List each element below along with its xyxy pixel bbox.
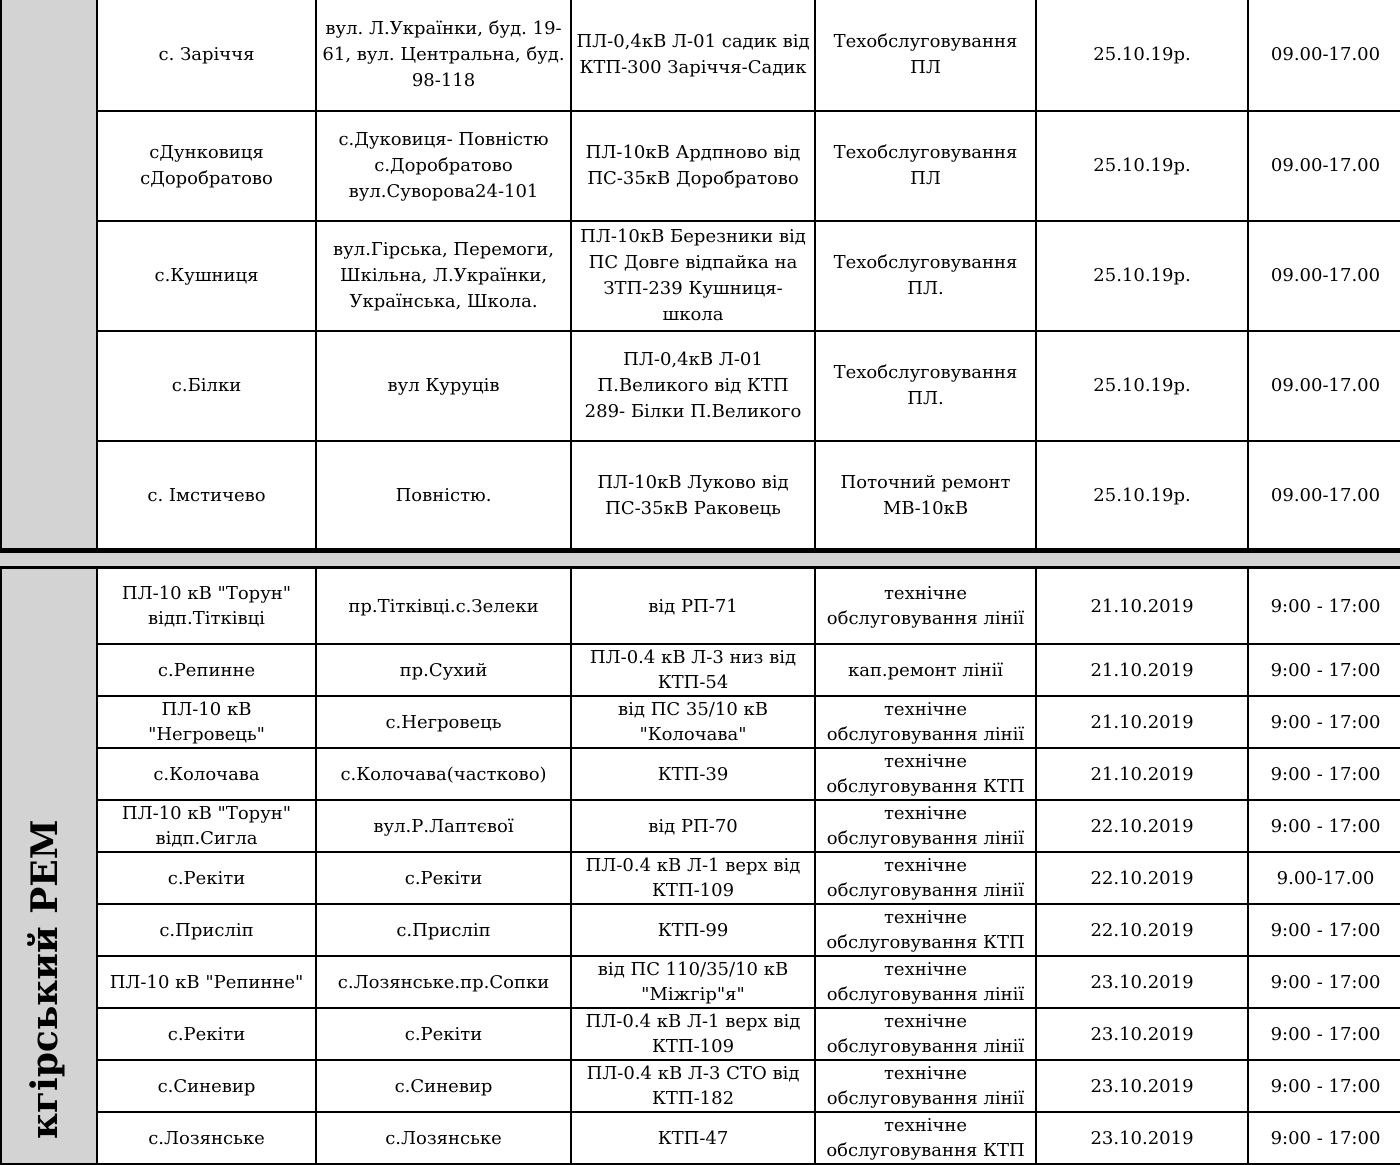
table-row bbox=[1, 1112, 1400, 1164]
work-type-cell: Техобслуговування ПЛ bbox=[815, 0, 1036, 111]
date-cell: 22.10.2019 bbox=[1036, 800, 1248, 852]
work-type-cell: технічне обслуговування лінії bbox=[815, 1008, 1036, 1060]
line-cell: ПЛ-10кВ Березники від ПС Довге відпайка на ЗТП-239 Кушниця-школа bbox=[571, 221, 815, 331]
date-cell: 25.10.19р. bbox=[1036, 441, 1248, 551]
streets-cell: вул.Гірська, Перемоги, Шкільна, Л.Українки, Українська, Школа. bbox=[316, 221, 571, 331]
streets-cell: с.Рекіти bbox=[316, 852, 571, 904]
time-cell: 09.00-17.00 bbox=[1248, 441, 1400, 551]
date-cell: 22.10.2019 bbox=[1036, 904, 1248, 956]
table-row bbox=[1, 904, 1400, 956]
time-cell: 09.00-17.00 bbox=[1248, 331, 1400, 441]
table-row bbox=[1, 0, 1400, 111]
date-cell: 25.10.19р. bbox=[1036, 221, 1248, 331]
streets-cell: Повністю. bbox=[316, 441, 571, 551]
work-type-cell: Поточний ремонт МВ-10кВ bbox=[815, 441, 1036, 551]
table-row bbox=[1, 800, 1400, 852]
unit-label: кгірський РЕМ bbox=[24, 819, 66, 1139]
streets-cell: вул.Р.Лаптєвої bbox=[316, 800, 571, 852]
line-cell: ПЛ-0.4 кВ Л-3 низ від КТП-54 bbox=[571, 644, 815, 696]
line-cell: ПЛ-0,4кВ Л-01 садик від КТП-300 Заріччя-Садик bbox=[571, 0, 815, 111]
line-cell: від РП-71 bbox=[571, 568, 815, 644]
settlement-cell: с.Колочава bbox=[97, 748, 316, 800]
work-type-cell: технічне обслуговування КТП bbox=[815, 1112, 1036, 1164]
date-cell: 25.10.19р. bbox=[1036, 331, 1248, 441]
settlement-cell: с.Кушниця bbox=[97, 221, 316, 331]
date-cell: 23.10.2019 bbox=[1036, 1008, 1248, 1060]
date-cell: 23.10.2019 bbox=[1036, 956, 1248, 1008]
table-row bbox=[1, 568, 1400, 644]
date-cell: 21.10.2019 bbox=[1036, 644, 1248, 696]
streets-cell: с.Негровець bbox=[316, 696, 571, 748]
settlement-cell: с.Репинне bbox=[97, 644, 316, 696]
settlement-cell: ПЛ-10 кВ "Торун" відп.Тітківці bbox=[97, 568, 316, 644]
work-type-cell: Техобслуговування ПЛ. bbox=[815, 331, 1036, 441]
line-cell: ПЛ-0.4 кВ Л-1 верх від КТП-109 bbox=[571, 1008, 815, 1060]
settlement-cell: с. Імстичево bbox=[97, 441, 316, 551]
date-cell: 22.10.2019 bbox=[1036, 852, 1248, 904]
work-type-cell: технічне обслуговування лінії bbox=[815, 696, 1036, 748]
date-cell: 21.10.2019 bbox=[1036, 748, 1248, 800]
date-cell: 21.10.2019 bbox=[1036, 568, 1248, 644]
line-cell: від ПС 35/10 кВ "Колочава" bbox=[571, 696, 815, 748]
table-row bbox=[1, 956, 1400, 1008]
time-cell: 09.00-17.00 bbox=[1248, 0, 1400, 111]
outage-table-section-2 bbox=[0, 567, 1400, 1165]
time-cell: 9:00 - 17:00 bbox=[1248, 696, 1400, 748]
table-row bbox=[1, 696, 1400, 748]
date-cell: 23.10.2019 bbox=[1036, 1112, 1248, 1164]
line-cell: КТП-47 bbox=[571, 1112, 815, 1164]
streets-cell: пр.Тітківці.с.Зелеки bbox=[316, 568, 571, 644]
streets-cell: с.Лозянське.пр.Сопки bbox=[316, 956, 571, 1008]
settlement-cell: с.Рекіти bbox=[97, 852, 316, 904]
section-1-body bbox=[1, 0, 1400, 551]
work-type-cell: технічне обслуговування лінії bbox=[815, 568, 1036, 644]
streets-cell: с.Рекіти bbox=[316, 1008, 571, 1060]
settlement-cell: с.Присліп bbox=[97, 904, 316, 956]
outage-table-section-1 bbox=[0, 0, 1400, 552]
streets-cell: вул. Л.Українки, буд. 19-61, вул. Центральна, буд. 98-118 bbox=[316, 0, 571, 111]
date-cell: 25.10.19р. bbox=[1036, 0, 1248, 111]
streets-cell: с.Присліп bbox=[316, 904, 571, 956]
table-row bbox=[1, 644, 1400, 696]
line-cell: ПЛ-10кВ Луково від ПС-35кВ Раковець bbox=[571, 441, 815, 551]
work-type-cell: технічне обслуговування КТП bbox=[815, 748, 1036, 800]
date-cell: 23.10.2019 bbox=[1036, 1060, 1248, 1112]
work-type-cell: технічне обслуговування лінії bbox=[815, 800, 1036, 852]
streets-cell: с.Синевир bbox=[316, 1060, 571, 1112]
table-row bbox=[1, 441, 1400, 551]
streets-cell: вул Куруців bbox=[316, 331, 571, 441]
section-divider bbox=[0, 548, 1400, 568]
time-cell: 9:00 - 17:00 bbox=[1248, 1008, 1400, 1060]
table-row bbox=[1, 1060, 1400, 1112]
settlement-cell: с.Синевир bbox=[97, 1060, 316, 1112]
settlement-cell: с. Заріччя bbox=[97, 0, 316, 111]
date-cell: 25.10.19р. bbox=[1036, 111, 1248, 221]
settlement-cell: с.Рекіти bbox=[97, 1008, 316, 1060]
line-cell: ПЛ-10кВ Ардпново від ПС-35кВ Доробратово bbox=[571, 111, 815, 221]
streets-cell: с.Колочава(частково) bbox=[316, 748, 571, 800]
table-row bbox=[1, 852, 1400, 904]
unit-side-cell bbox=[1, 0, 97, 551]
streets-cell: пр.Сухий bbox=[316, 644, 571, 696]
work-type-cell: технічне обслуговування лінії bbox=[815, 1060, 1036, 1112]
table-row bbox=[1, 331, 1400, 441]
settlement-cell: ПЛ-10 кВ "Негровець" bbox=[97, 696, 316, 748]
time-cell: 9:00 - 17:00 bbox=[1248, 1060, 1400, 1112]
settlement-cell: с.Лозянське bbox=[97, 1112, 316, 1164]
settlement-cell: с.Білки bbox=[97, 331, 316, 441]
line-cell: КТП-99 bbox=[571, 904, 815, 956]
line-cell: ПЛ-0.4 кВ Л-1 верх від КТП-109 bbox=[571, 852, 815, 904]
table-row bbox=[1, 221, 1400, 331]
settlement-cell: сДунковиця сДоробратово bbox=[97, 111, 316, 221]
table-row bbox=[1, 111, 1400, 221]
work-type-cell: Техобслуговування ПЛ. bbox=[815, 221, 1036, 331]
time-cell: 9:00 - 17:00 bbox=[1248, 748, 1400, 800]
work-type-cell: технічне обслуговування лінії bbox=[815, 852, 1036, 904]
settlement-cell: ПЛ-10 кВ "Репинне" bbox=[97, 956, 316, 1008]
time-cell: 09.00-17.00 bbox=[1248, 221, 1400, 331]
line-cell: від ПС 110/35/10 кВ "Міжгір"я" bbox=[571, 956, 815, 1008]
time-cell: 9:00 - 17:00 bbox=[1248, 568, 1400, 644]
work-type-cell: кап.ремонт лінії bbox=[815, 644, 1036, 696]
time-cell: 9:00 - 17:00 bbox=[1248, 956, 1400, 1008]
line-cell: КТП-39 bbox=[571, 748, 815, 800]
time-cell: 9:00 - 17:00 bbox=[1248, 644, 1400, 696]
time-cell: 09.00-17.00 bbox=[1248, 111, 1400, 221]
work-type-cell: Техобслуговування ПЛ bbox=[815, 111, 1036, 221]
work-type-cell: технічне обслуговування КТП bbox=[815, 904, 1036, 956]
time-cell: 9:00 - 17:00 bbox=[1248, 904, 1400, 956]
streets-cell: с.Дуковиця- Повністю с.Доробратово вул.Суворова24-101 bbox=[316, 111, 571, 221]
settlement-cell: ПЛ-10 кВ "Торун" відп.Сигла bbox=[97, 800, 316, 852]
line-cell: від РП-70 bbox=[571, 800, 815, 852]
table-row bbox=[1, 1008, 1400, 1060]
section-2-body bbox=[1, 568, 1400, 1164]
time-cell: 9.00-17.00 bbox=[1248, 852, 1400, 904]
time-cell: 9:00 - 17:00 bbox=[1248, 800, 1400, 852]
unit-side-cell bbox=[1, 568, 97, 1164]
work-type-cell: технічне обслуговування лінії bbox=[815, 956, 1036, 1008]
streets-cell: с.Лозянське bbox=[316, 1112, 571, 1164]
table-row bbox=[1, 748, 1400, 800]
line-cell: ПЛ-0,4кВ Л-01 П.Великого від КТП 289- Білки П.Великого bbox=[571, 331, 815, 441]
time-cell: 9:00 - 17:00 bbox=[1248, 1112, 1400, 1164]
date-cell: 21.10.2019 bbox=[1036, 696, 1248, 748]
line-cell: ПЛ-0.4 кВ Л-3 СТО від КТП-182 bbox=[571, 1060, 815, 1112]
